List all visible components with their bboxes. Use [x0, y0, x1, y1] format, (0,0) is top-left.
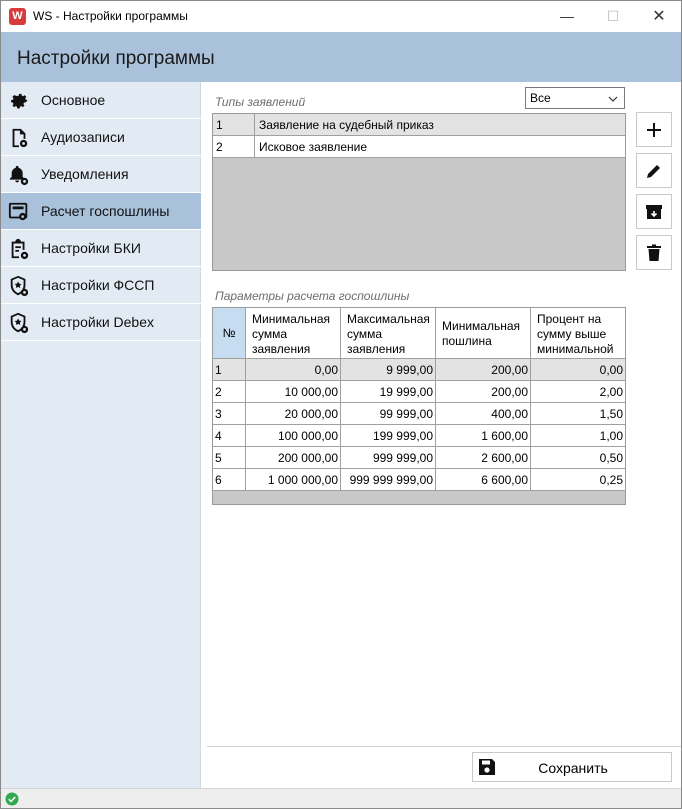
cell-percent: 0,50: [599, 451, 623, 465]
minimize-button[interactable]: —: [560, 8, 574, 24]
sidebar-item-label: Настройки ФССП: [41, 277, 155, 293]
cell-name: Исковое заявление: [259, 140, 368, 154]
cell-percent: 0,25: [599, 473, 623, 487]
cell-max-sum: 999 999,00: [341, 447, 436, 468]
types-table: [212, 113, 626, 271]
sidebar-item-fssp[interactable]: [1, 267, 201, 304]
sidebar-item-label: Настройки БКИ: [41, 240, 141, 256]
table-row[interactable]: [213, 136, 625, 158]
cell-max-sum: 199 999,00: [341, 425, 436, 446]
table-header: [213, 308, 625, 359]
window-title: WS - Настройки программы: [33, 9, 188, 23]
table-row[interactable]: [213, 114, 625, 136]
table-row[interactable]: [213, 359, 625, 381]
cell-num: 5: [213, 447, 246, 468]
cell-percent: 1,50: [599, 407, 623, 421]
cell-min-sum: 1 000 000,00: [246, 469, 341, 490]
sidebar-item-label: Уведомления: [41, 166, 129, 182]
sidebar-item-label: Основное: [41, 92, 106, 108]
types-filter-value: Все: [530, 91, 551, 105]
trash-icon: [645, 244, 663, 262]
footer-divider: [207, 746, 681, 747]
cell-min-fee: 200,00: [436, 359, 531, 380]
cell-min-sum: 10 000,00: [246, 381, 341, 402]
cell-num: 1: [213, 359, 246, 380]
badge-gear-icon: [8, 312, 30, 334]
cell-num: 3: [213, 403, 246, 424]
check-circle-icon: [5, 792, 19, 806]
close-button[interactable]: ✕: [652, 8, 666, 25]
pencil-icon: [645, 162, 663, 180]
cell-max-sum: 19 999,00: [341, 381, 436, 402]
add-button[interactable]: [636, 112, 672, 147]
cell-num: 6: [213, 469, 246, 490]
table-row[interactable]: [213, 469, 625, 491]
cell-percent: 2,00: [599, 385, 623, 399]
edit-button[interactable]: [636, 153, 672, 188]
cell-min-fee: 2 600,00: [436, 447, 531, 468]
cell-num: 1: [213, 114, 255, 135]
plus-icon: [645, 121, 663, 139]
cell-min-fee: 200,00: [436, 381, 531, 402]
cell-min-fee: 400,00: [436, 403, 531, 424]
sidebar-item-label: Настройки Debex: [41, 314, 155, 330]
types-section-label: Типы заявлений: [215, 95, 306, 109]
sidebar-item-label: Расчет госпошлины: [41, 203, 170, 219]
cell-percent: 0,00: [599, 363, 623, 377]
sidebar: [1, 82, 201, 788]
status-bar: [1, 788, 681, 808]
cell-min-sum: 0,00: [246, 359, 341, 380]
table-row[interactable]: [213, 425, 625, 447]
params-table: [212, 307, 626, 505]
table-row[interactable]: [213, 403, 625, 425]
table-row[interactable]: [213, 447, 625, 469]
cell-max-sum: 99 999,00: [341, 403, 436, 424]
types-filter-select[interactable]: [525, 87, 625, 109]
header-max-sum[interactable]: Максимальная сумма заявления: [341, 308, 436, 358]
header-percent[interactable]: Процент на сумму выше минимальной: [537, 312, 614, 356]
cell-num: 2: [213, 136, 255, 157]
cell-num: 2: [213, 381, 246, 402]
document-gear-icon: [8, 127, 30, 149]
table-row[interactable]: [213, 381, 625, 403]
delete-button[interactable]: [636, 235, 672, 270]
save-button[interactable]: [472, 752, 672, 782]
sidebar-item-debex[interactable]: [1, 304, 201, 341]
archive-icon: [645, 203, 663, 221]
page-title: Настройки программы: [17, 48, 215, 69]
chevron-down-icon: [608, 94, 618, 104]
header-min-fee[interactable]: Минимальная пошлина: [436, 308, 531, 358]
cell-max-sum: 9 999,00: [341, 359, 436, 380]
maximize-button[interactable]: ☐: [606, 8, 620, 24]
page-header: [1, 32, 681, 82]
header-num[interactable]: №: [213, 308, 246, 358]
sidebar-item-label: Аудиозаписи: [41, 129, 125, 145]
cell-name: Заявление на судебный приказ: [259, 118, 434, 132]
cell-min-sum: 200 000,00: [246, 447, 341, 468]
calculator-gear-icon: [8, 201, 30, 223]
sidebar-item-main[interactable]: [1, 82, 201, 119]
header-min-sum[interactable]: Минимальная сумма заявления: [246, 308, 341, 358]
cell-num: 4: [213, 425, 246, 446]
app-logo-icon: W: [9, 8, 26, 25]
cell-min-sum: 100 000,00: [246, 425, 341, 446]
clipboard-gear-icon: [8, 238, 30, 260]
sidebar-item-notifications[interactable]: [1, 156, 201, 193]
cell-min-fee: 6 600,00: [436, 469, 531, 490]
cell-min-fee: 1 600,00: [436, 425, 531, 446]
bell-gear-icon: [8, 164, 30, 186]
sidebar-item-fee-calc[interactable]: [1, 193, 201, 230]
save-button-label: Сохранить: [538, 760, 608, 776]
cell-min-sum: 20 000,00: [246, 403, 341, 424]
badge-gear-icon: [8, 275, 30, 297]
gear-icon: [8, 90, 30, 112]
sidebar-item-bki[interactable]: [1, 230, 201, 267]
archive-button[interactable]: [636, 194, 672, 229]
title-bar: [1, 1, 681, 32]
sidebar-item-audio[interactable]: [1, 119, 201, 156]
cell-percent: 1,00: [599, 429, 623, 443]
cell-max-sum: 999 999 999,00: [341, 469, 436, 490]
params-section-label: Параметры расчета госпошлины: [215, 289, 410, 303]
